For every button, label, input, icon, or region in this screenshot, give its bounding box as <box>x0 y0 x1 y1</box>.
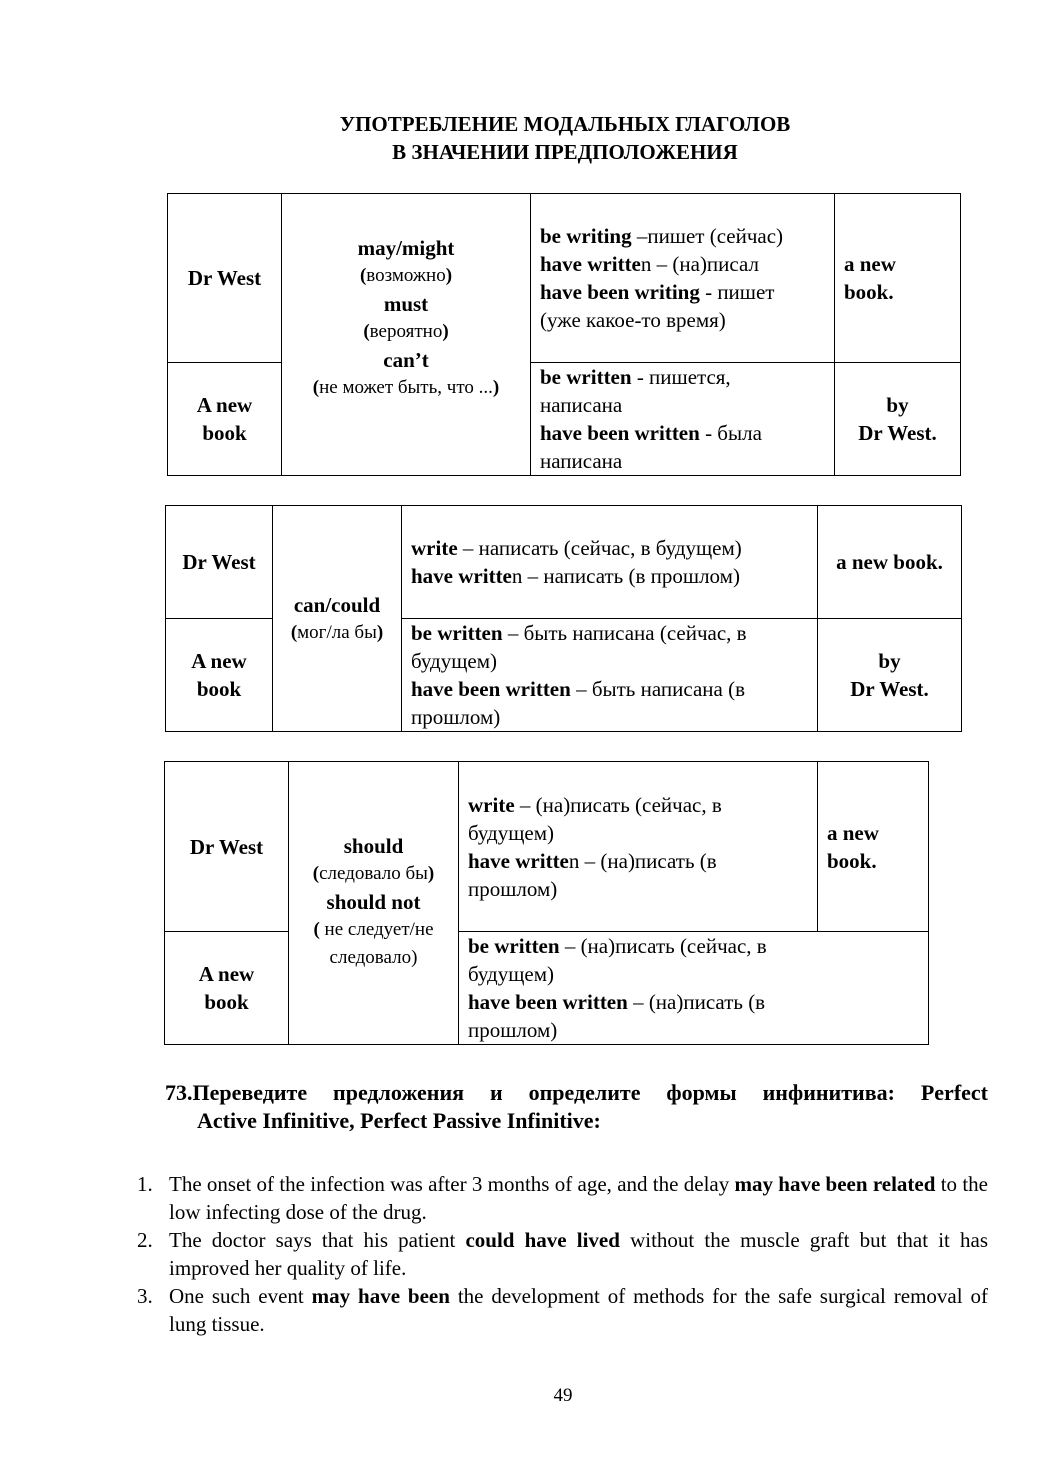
modal-table-can-could <box>165 505 962 732</box>
page-title <box>0 110 1040 166</box>
title-line-1: УПОТРЕБЛЕНИЕ МОДАЛЬНЫХ ГЛАГОЛОВ <box>339 112 791 136</box>
subject-active-cell: Dr West <box>166 506 273 619</box>
modal-cell: can/could (мог/ла бы) <box>273 506 402 732</box>
active-infinitive-cell: write – написать (сейчас, в будущем) have written – написать (в прошлом) <box>402 506 818 619</box>
exercise-heading-line-2: Active Infinitive, Perfect Passive Infinitive: <box>197 1108 601 1133</box>
subject-passive-cell: A new book <box>166 619 273 732</box>
object-cell: a new book. <box>818 762 929 932</box>
agent-cell: by Dr West. <box>835 363 961 476</box>
passive-infinitive-cell: be written – быть написана (сейчас, в будущем) have been written – быть написана (в прошлом) <box>402 619 818 732</box>
modal-cell: should (следовало бы) should not ( не следует/не следовало) <box>289 762 459 1045</box>
passive-infinitive-cell: be written – (на)писать (сейчас, в будущем) have been written – (на)писать (в прошлом) <box>459 932 929 1045</box>
exercise-heading <box>165 1079 988 1135</box>
exercise-item-3: 3. One such event may have been the development of methods for the safe surgical removal of lung tissue. <box>137 1284 988 1336</box>
page-number: 49 <box>553 1385 573 1406</box>
object-cell: a new book. <box>818 506 962 619</box>
passive-infinitive-cell: be written - пишется, написана have been written - была написана <box>531 363 835 476</box>
exercise-item-1: 1. The onset of the infection was after 3 months of age, and the delay may have been related to the low infecting dose of the drug. <box>137 1172 988 1224</box>
exercise-item-2: 2. The doctor says that his patient could have lived without the muscle graft but that it has improved her quality of life. <box>137 1228 989 1280</box>
title-line-2: В ЗНАЧЕНИИ ПРЕДПОЛОЖЕНИЯ <box>392 140 738 164</box>
exercise-heading-line-1: 73.Переведите предложения и определите формы инфинитива: Perfect <box>165 1080 988 1105</box>
modal-table-should <box>164 761 929 1045</box>
subject-passive-cell: A new book <box>168 363 282 476</box>
modal-cell: may/might (возможно) must (вероятно) can’t (не может быть, что ...) <box>282 194 531 476</box>
subject-active-cell: Dr West <box>165 762 289 932</box>
active-infinitive-cell: write – (на)писать (сейчас, в будущем) have written – (на)писать (в прошлом) <box>459 762 818 932</box>
subject-passive-cell: A new book <box>165 932 289 1045</box>
agent-cell: by Dr West. <box>818 619 962 732</box>
active-infinitive-cell: be writing –пишет (сейчас) have written – (на)писал have been writing - пишет (уже какое-то время) <box>531 194 835 363</box>
modal-table-may-must-cant <box>167 193 961 476</box>
object-cell: a new book. <box>835 194 961 363</box>
subject-active-cell: Dr West <box>168 194 282 363</box>
